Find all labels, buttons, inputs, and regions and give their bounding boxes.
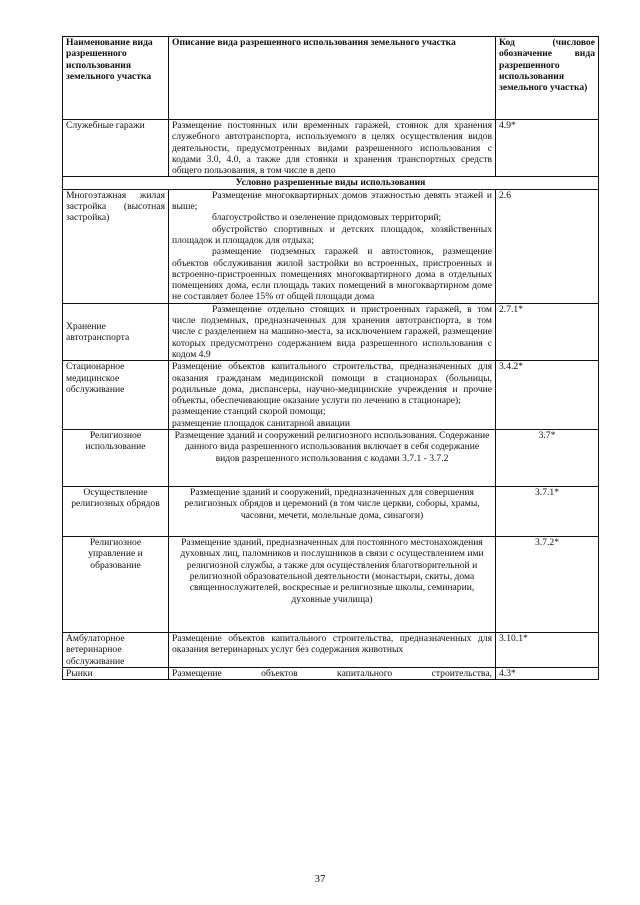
row-code: 4.3* (496, 667, 599, 679)
row-paragraph: Размещение постоянных или временных гаражей, стоянок для хранения служебного автотранспорта, используемого в целях осуществления видов деятельности, предусмотренных видами разрешенного использования с кодами 3.0, 4.0, а также для стоянки и хранения транспортных средств общего пользования, в том числе в депо (172, 120, 492, 177)
row-paragraph: благоустройство и озеленение придомовых территорий; (212, 212, 442, 224)
row-description (169, 120, 496, 177)
row-paragraph: размещение станций скорой помощи; (172, 406, 326, 418)
table-header-row (63, 37, 599, 120)
table-row (63, 120, 599, 177)
row-paragraph: размещение площадок санитарной авиации (172, 417, 351, 429)
section-title: Условно разрешенные виды использования (63, 177, 599, 189)
row-name: Амбулаторное ветеринарное обслуживание (63, 633, 169, 668)
row-code: 2.6 (496, 189, 599, 303)
row-name: Осуществление религиозных обрядов (63, 487, 169, 537)
table-row (63, 667, 599, 679)
row-paragraph: Размещение объектов капитального строительства, предназначенных для оказания ветеринарных услуг без содержания животных (172, 633, 492, 656)
row-code: 3.7* (496, 430, 599, 487)
row-name: Многоэтажная жилая застройка (высотная застройка) (63, 189, 169, 303)
table-row (63, 633, 599, 668)
row-description: Размещение зданий, предназначенных для постоянного местонахождения духовных лиц, паломников и послушников в связи с осуществлением ими религиозной службы, а также для осуществления благотворительной и религиозной образовательной деятельности (монастыри, скиты, дома священнослужителей, воскресные и религиозные школы, семинарии, духовные училища) (169, 537, 496, 633)
table-row (63, 303, 599, 360)
page-number: 37 (314, 873, 326, 885)
row-description (169, 361, 496, 430)
row-paragraph: Размещение объектов капитального строительства, предназначенных для оказания гражданам медицинской помощи в стационарах (больницы, родильные дома, диспансеры, научно-медицинские учреждения и прочие объекты, обеспечивающие оказание услуги по лечению в стационаре); (172, 361, 492, 407)
row-paragraph: размещение подземных гаражей и автостоянок, размещение объектов обслуживания жилой застройки во встроенных, пристроенных и встроенно-пристроенных помещениях многоквартирного дома в отдельных помещениях дома, если площадь таких помещений в многоквартирном доме не составляет более 15% от общей площади дома (172, 246, 492, 303)
row-name: Рынки (63, 667, 169, 679)
row-code: 3.10.1* (496, 633, 599, 668)
row-description (169, 189, 496, 303)
row-paragraph: Размещение многоквартирных домов этажностью девять этажей и выше; (172, 189, 492, 213)
table-row (63, 537, 599, 633)
row-description: Размещение зданий и сооружений религиозного использования. Содержание данного вида разрешенного использования включает в себя содержание видов разрешенного использования с кодами 3.7.1 - 3.7.2 (169, 430, 496, 487)
section-row (63, 177, 599, 189)
row-name: Религиозное управление и образование (63, 537, 169, 633)
row-description (169, 633, 496, 668)
row-code: 3.7.2* (496, 537, 599, 633)
row-code: 3.7.1* (496, 487, 599, 537)
row-description: Размещение зданий и сооружений, предназначенных для совершения религиозных обрядов и церемоний (в том числе церкви, соборы, храмы, часовни, мечети, молельные дома, синагоги) (169, 487, 496, 537)
table-row (63, 487, 599, 537)
row-paragraph: Размещение отдельно стоящих и пристроенных гаражей, в том числе подземных, предназначенных для хранения автотранспорта, в том числе с разделением на машино-места, за исключением гаражей, размещение которых предусмотрено содержанием вида разрешенного использования с кодом 4.9 (172, 303, 492, 360)
row-name: Хранение автотранспорта (63, 303, 169, 360)
row-description (169, 667, 496, 679)
row-name: Религиозное использование (63, 430, 169, 487)
land-use-table (62, 36, 599, 680)
row-name: Стационарное медицинское обслуживание (63, 361, 169, 430)
row-paragraph: Размещение объектов капитального строительства, (172, 667, 492, 679)
row-name: Служебные гаражи (63, 120, 169, 177)
header-name: Наименование вида разрешенного использования земельного участка (63, 37, 169, 120)
row-code: 2.7.1* (496, 303, 599, 360)
row-description (169, 303, 496, 360)
table-row (63, 430, 599, 487)
row-code: 4.9* (496, 120, 599, 177)
table-row (63, 361, 599, 430)
table-row (63, 189, 599, 303)
row-code: 3.4.2* (496, 361, 599, 430)
header-code: Код (числовое обозначение вида разрешенного использования земельного участка) (496, 37, 599, 120)
row-paragraph: обустройство спортивных и детских площадок, хозяйственных площадок и площадок для отдыха; (172, 223, 492, 246)
header-description: Описание вида разрешенного использования земельного участка (169, 37, 496, 120)
